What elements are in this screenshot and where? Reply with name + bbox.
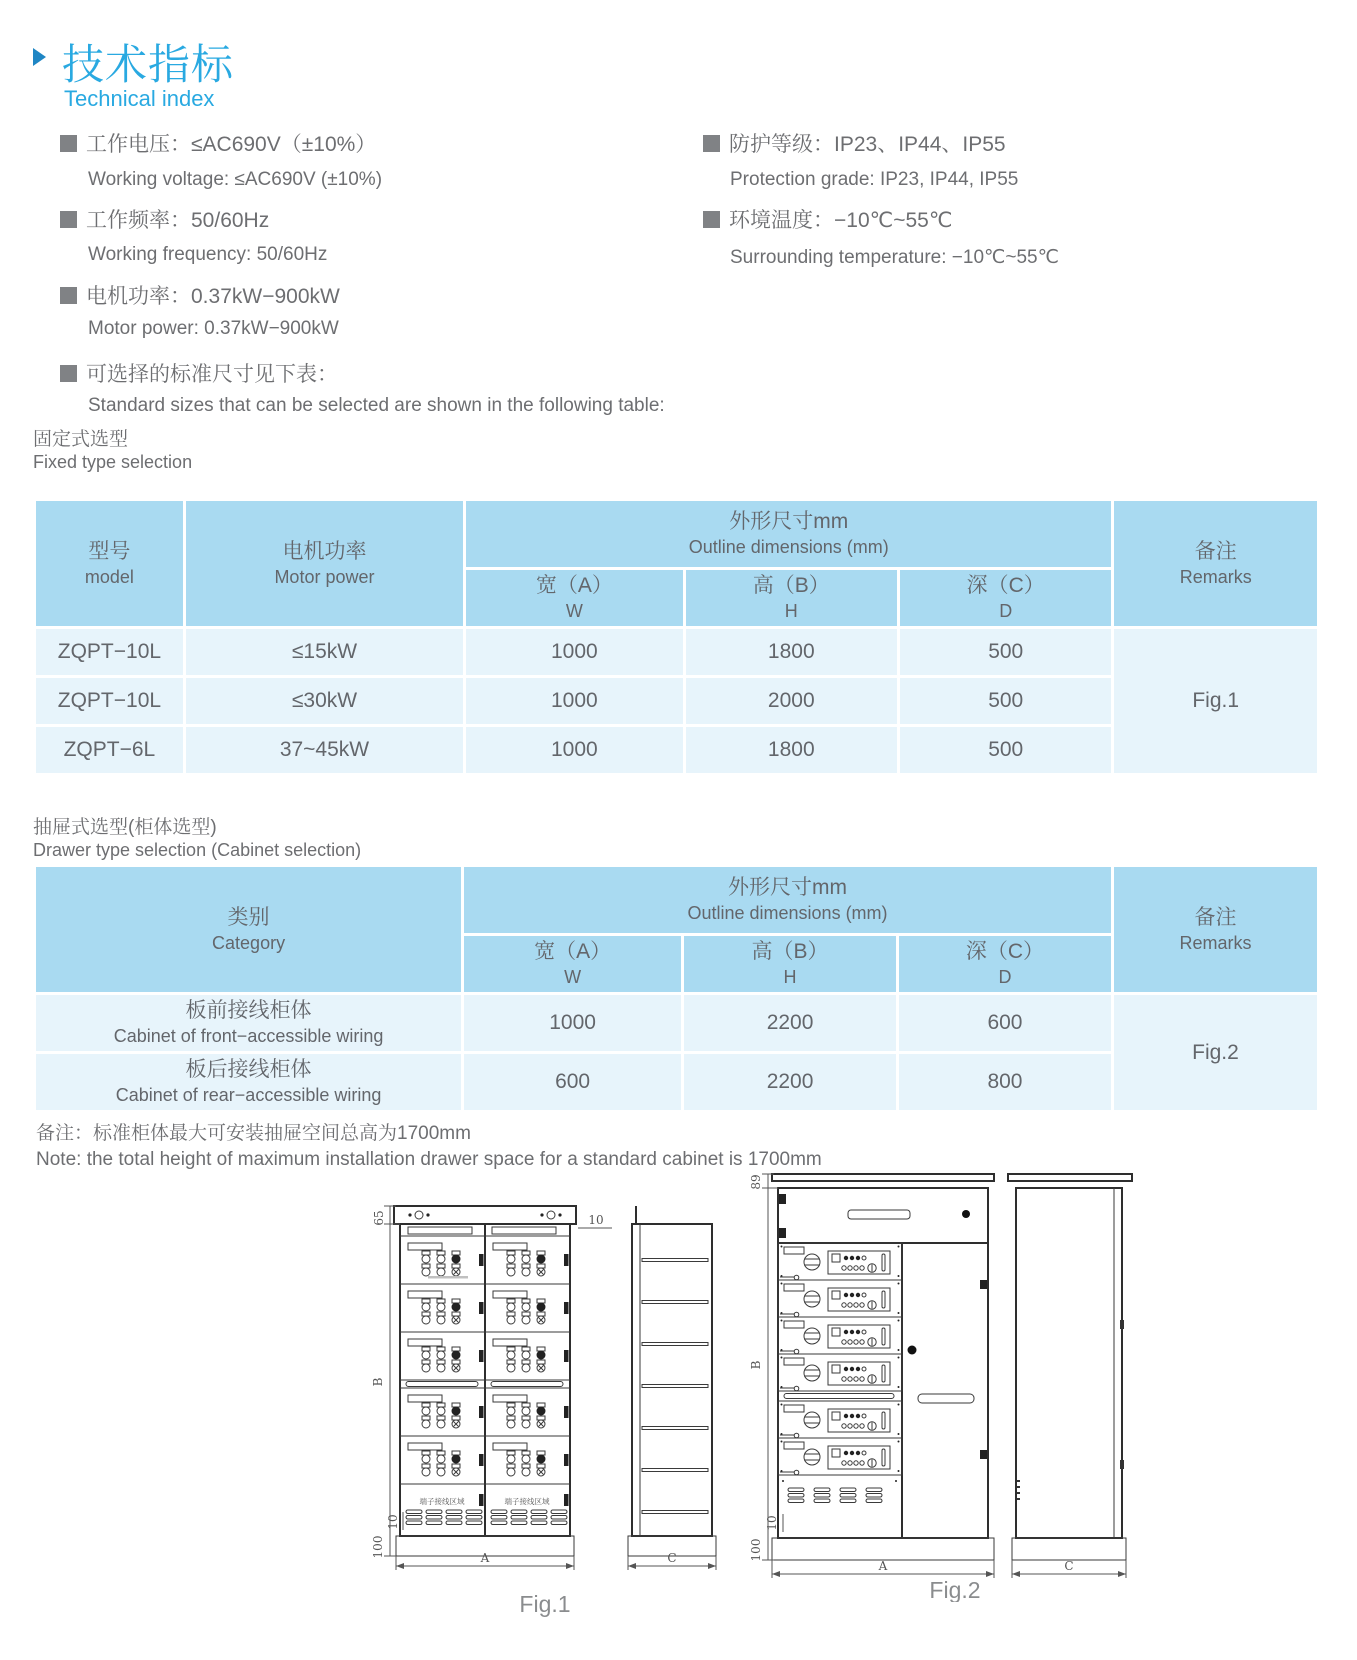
cell-d: 800 (899, 1054, 1111, 1110)
cell-category: 板前接线柜体 Cabinet of front−accessible wiring (36, 995, 461, 1051)
note-en: Note: the total height of maximum installation drawer space for a standard cabinet is 1700mm (36, 1149, 822, 1170)
spec-working-frequency-en: Working frequency: 50/60Hz (88, 244, 328, 265)
fig1-side-view (628, 1206, 716, 1556)
svg-text:B: B (749, 1360, 763, 1370)
spec-surrounding-temp-en: Surrounding temperature: −10℃~55℃ (730, 247, 1059, 268)
cell-d: 600 (899, 995, 1111, 1051)
section-fixed-cn: 固定式选型 (33, 429, 129, 450)
col-depth-c: 深（C） D (899, 936, 1111, 992)
cell-model: ZQPT−10L (36, 629, 183, 675)
spec-surrounding-temp: 环境温度：−10℃~55℃ (703, 204, 952, 234)
svg-text:100: 100 (749, 1538, 763, 1562)
square-bullet-icon (60, 211, 77, 228)
col-width-a: 宽（A） W (464, 936, 681, 992)
col-width-a: 宽（A） W (466, 570, 682, 626)
cell-power: ≤15kW (186, 629, 463, 675)
fixed-type-table (33, 498, 1320, 776)
col-remarks: 备注 Remarks (1114, 867, 1317, 992)
square-bullet-icon (703, 135, 720, 152)
cell-model: ZQPT−10L (36, 678, 183, 724)
spec-working-voltage: 工作电压：≤AC690V（±10%） (60, 128, 376, 158)
col-model: 型号 model (36, 501, 183, 626)
fig1-drawing (340, 1188, 760, 1628)
cell-w: 1000 (466, 727, 682, 773)
fig2-side-view (1008, 1174, 1132, 1560)
cell-h: 1800 (686, 727, 897, 773)
section-drawer-cn: 抽屉式选型(柜体选型) (33, 817, 217, 838)
svg-text:10: 10 (765, 1515, 779, 1531)
section-drawer-en: Drawer type selection (Cabinet selection) (33, 840, 362, 860)
svg-text:B: B (371, 1377, 385, 1387)
svg-text:C: C (667, 1551, 677, 1565)
cell-power: 37~45kW (186, 727, 463, 773)
spec-motor-power: 电机功率：0.37kW−900kW (60, 280, 340, 310)
spec-protection-grade: 防护等级：IP23、IP44、IP55 (703, 128, 1006, 158)
col-height-b: 高（B） H (686, 570, 897, 626)
cell-d: 500 (900, 629, 1111, 675)
col-motor-power: 电机功率 Motor power (186, 501, 463, 626)
cell-w: 1000 (464, 995, 681, 1051)
square-bullet-icon (60, 287, 77, 304)
svg-text:10: 10 (588, 1213, 604, 1227)
cell-d: 500 (900, 678, 1111, 724)
page-title: 技术指标 (62, 41, 235, 88)
svg-text:A: A (878, 1559, 888, 1573)
cell-power: ≤30kW (186, 678, 463, 724)
terminal-area-label: 端子接线区域 (419, 1497, 465, 1506)
cell-w: 1000 (466, 629, 682, 675)
table-row (36, 995, 1317, 1051)
spec-standard-sizes: 可选择的标准尺寸见下表： (60, 358, 338, 388)
terminal-area-label: 端子接线区域 (504, 1497, 550, 1506)
square-bullet-icon (703, 211, 720, 228)
fig2-caption: Fig.2 (929, 1577, 981, 1602)
cell-h: 1800 (686, 629, 897, 675)
cell-remark-fig2: Fig.2 (1114, 995, 1317, 1110)
cell-remark-fig1: Fig.1 (1114, 629, 1317, 773)
fig2-drawing (720, 1150, 1140, 1602)
svg-text:65: 65 (372, 1210, 386, 1226)
square-bullet-icon (60, 365, 77, 382)
cell-d: 500 (900, 727, 1111, 773)
spec-working-frequency: 工作频率：50/60Hz (60, 204, 269, 234)
col-category: 类别 Category (36, 867, 461, 992)
cell-h: 2200 (684, 995, 896, 1051)
fig2-front-view (772, 1174, 994, 1560)
page-subtitle: Technical index (64, 86, 215, 111)
drawer-type-table (33, 864, 1320, 1113)
col-outline-dimensions: 外形尺寸mm Outline dimensions (mm) (464, 867, 1111, 933)
title-arrow-icon (33, 48, 46, 66)
cell-category: 板后接线柜体 Cabinet of rear−accessible wiring (36, 1054, 461, 1110)
fig1-front-view (394, 1206, 576, 1556)
section-fixed-en: Fixed type selection (33, 452, 193, 472)
fig1-caption: Fig.1 (519, 1591, 571, 1617)
cell-h: 2000 (686, 678, 897, 724)
cell-w: 1000 (466, 678, 682, 724)
svg-text:10: 10 (386, 1514, 400, 1530)
cell-h: 2200 (684, 1054, 896, 1110)
col-height-b: 高（B） H (684, 936, 896, 992)
spec-motor-power-en: Motor power: 0.37kW−900kW (88, 318, 339, 339)
square-bullet-icon (60, 135, 77, 152)
spec-working-voltage-en: Working voltage: ≤AC690V (±10%) (88, 169, 383, 190)
table-row (36, 629, 1317, 675)
cell-model: ZQPT−6L (36, 727, 183, 773)
svg-text:C: C (1064, 1559, 1074, 1573)
col-outline-dimensions: 外形尺寸mm Outline dimensions (mm) (466, 501, 1111, 567)
cell-w: 600 (464, 1054, 681, 1110)
svg-text:A: A (480, 1551, 490, 1565)
svg-text:100: 100 (371, 1535, 385, 1559)
col-depth-c: 深（C） D (900, 570, 1111, 626)
svg-text:89: 89 (749, 1174, 763, 1190)
note-cn: 备注：标准柜体最大可安装抽屉空间总高为1700mm (36, 1123, 471, 1144)
spec-standard-sizes-en: Standard sizes that can be selected are shown in the following table: (88, 395, 665, 416)
col-remarks: 备注 Remarks (1114, 501, 1317, 626)
spec-protection-grade-en: Protection grade: IP23, IP44, IP55 (730, 169, 1019, 190)
